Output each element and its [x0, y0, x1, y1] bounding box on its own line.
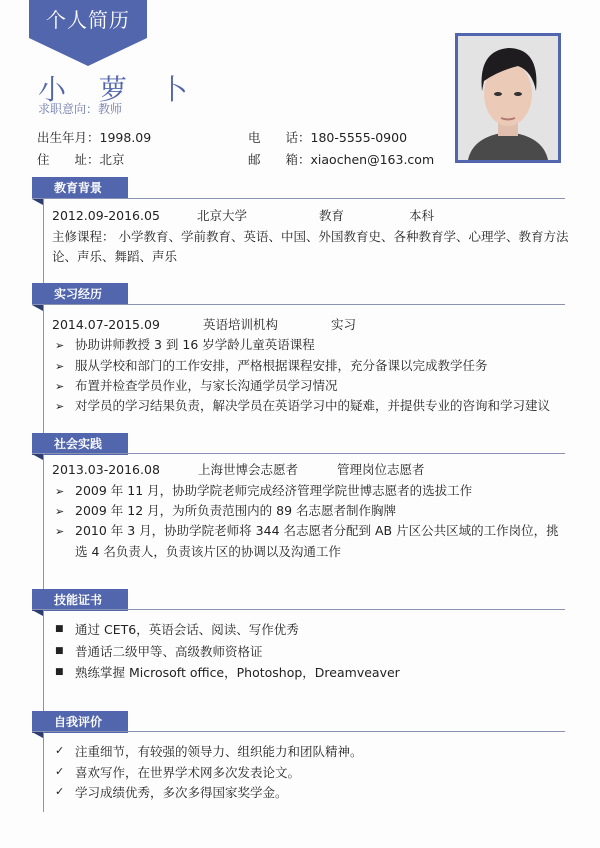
section-divider	[32, 198, 565, 199]
section-divider	[32, 304, 565, 305]
list-item: 注重细节，有较强的领导力、组织能力和团队精神。	[75, 744, 363, 759]
list-item: 喜欢写作，在世界学术网多次发表论文。	[75, 765, 301, 780]
section-fold	[32, 305, 43, 311]
section-fold	[32, 199, 43, 205]
courses-text: 小学教育、学前教育、英语、中国、外国教育史、各种教育学、心理学、教育方法	[118, 229, 569, 244]
arrow-bullet-icon: ➢	[55, 360, 65, 373]
email-field	[248, 150, 434, 168]
timeline-line	[43, 305, 44, 433]
arrow-bullet-icon: ➢	[55, 525, 65, 538]
timeline-line	[43, 454, 44, 590]
education-major: 教育	[319, 208, 345, 223]
practice-org: 上海世博会志愿者	[198, 462, 299, 477]
education-row	[52, 206, 435, 226]
section-fold	[32, 732, 43, 738]
banner-arrow	[29, 38, 147, 66]
section-header-self-evaluation: 自我评价	[32, 711, 128, 733]
section-header-practice: 社会实践	[32, 433, 128, 455]
section-header-education: 教育背景	[32, 177, 128, 199]
internship-period: 2014.07-2015.09	[52, 317, 160, 332]
courses-line	[52, 227, 569, 247]
email-label: 邮 箱：	[248, 152, 311, 167]
timeline-line	[43, 610, 44, 712]
section-divider	[32, 609, 565, 610]
timeline-line	[43, 732, 44, 812]
timeline-line	[43, 199, 44, 284]
arrow-bullet-icon: ➢	[55, 380, 65, 393]
square-bullet-icon: ■	[55, 624, 64, 634]
address-value: 北京	[99, 152, 125, 167]
profile-photo	[455, 33, 561, 163]
email-value: xiaochen@163.com	[310, 152, 435, 167]
courses-line-2: 论、声乐、舞蹈、声乐	[52, 249, 178, 264]
job-intent: 求职意向：教师	[38, 102, 123, 116]
checkmark-icon: ✓	[55, 785, 65, 798]
internship-org: 英语培训机构	[203, 317, 279, 332]
practice-period: 2013.03-2016.08	[52, 462, 160, 477]
checkmark-icon: ✓	[55, 765, 65, 778]
resume-title: 个人简历	[46, 8, 130, 32]
internship-role: 实习	[331, 317, 357, 332]
courses-label: 主修课程：	[52, 229, 115, 244]
address-field	[37, 150, 125, 168]
arrow-bullet-icon: ➢	[55, 339, 65, 352]
birth-value: 1998.09	[99, 130, 152, 145]
list-item: 熟练掌握 Microsoft office，Photoshop，Dreamveaver	[75, 665, 400, 680]
list-item: 布置并检查学员作业，与家长沟通学员学习情况	[75, 378, 338, 393]
section-divider	[32, 453, 565, 454]
square-bullet-icon: ■	[55, 646, 64, 656]
person-portrait-icon	[458, 36, 558, 160]
list-item: 普通话二级甲等、高级教师资格证	[75, 644, 263, 659]
education-degree: 本科	[409, 208, 435, 223]
birth-label: 出生年月：	[37, 130, 100, 145]
section-fold	[32, 454, 43, 460]
address-label: 住 址：	[37, 152, 100, 167]
section-header-skills: 技能证书	[32, 589, 128, 611]
arrow-bullet-icon: ➢	[55, 505, 65, 518]
list-item: 通过 CET6，英语会话、阅读、写作优秀	[75, 622, 299, 637]
checkmark-icon: ✓	[55, 744, 65, 757]
square-bullet-icon: ■	[55, 667, 64, 677]
list-item: 协助讲师教授 3 到 16 岁学龄儿童英语课程	[75, 337, 315, 352]
list-item: 服从学校和部门的工作安排，严格根据课程安排，充分备课以完成教学任务	[75, 358, 488, 373]
arrow-bullet-icon: ➢	[55, 485, 65, 498]
practice-role: 管理岗位志愿者	[337, 462, 425, 477]
birth-field	[37, 128, 151, 146]
section-header-internship: 实习经历	[32, 283, 128, 305]
phone-label: 电 话：	[248, 130, 311, 145]
list-item: 对学员的学习结果负责，解决学员在英语学习中的疑难，并提供专业的咨询和学习建议	[75, 398, 551, 413]
internship-row	[52, 315, 357, 335]
phone-value: 180-5555-0900	[310, 130, 408, 145]
section-divider	[32, 731, 565, 732]
candidate-name: 小 萝 卜	[38, 73, 200, 106]
phone-field	[248, 128, 407, 146]
section-fold	[32, 610, 43, 616]
list-item: 学习成绩优秀，多次多得国家奖学金。	[75, 785, 288, 800]
education-school: 北京大学	[197, 208, 248, 223]
list-item: 2009 年 12 月，为所负责范围内的 89 名志愿者制作胸牌	[75, 503, 396, 518]
list-item: 2009 年 11 月，协助学院老师完成经济管理学院世博志愿者的选拔工作	[75, 483, 473, 498]
education-period: 2012.09-2016.05	[52, 208, 160, 223]
arrow-bullet-icon: ➢	[55, 400, 65, 413]
practice-row	[52, 460, 425, 480]
list-item: 2010 年 3 月，协助学院老师将 344 名志愿者分配到 AB 片区公共区域的工作岗位，挑选 4 名负责人，负责该片区的协调以及沟通工作	[75, 523, 559, 559]
